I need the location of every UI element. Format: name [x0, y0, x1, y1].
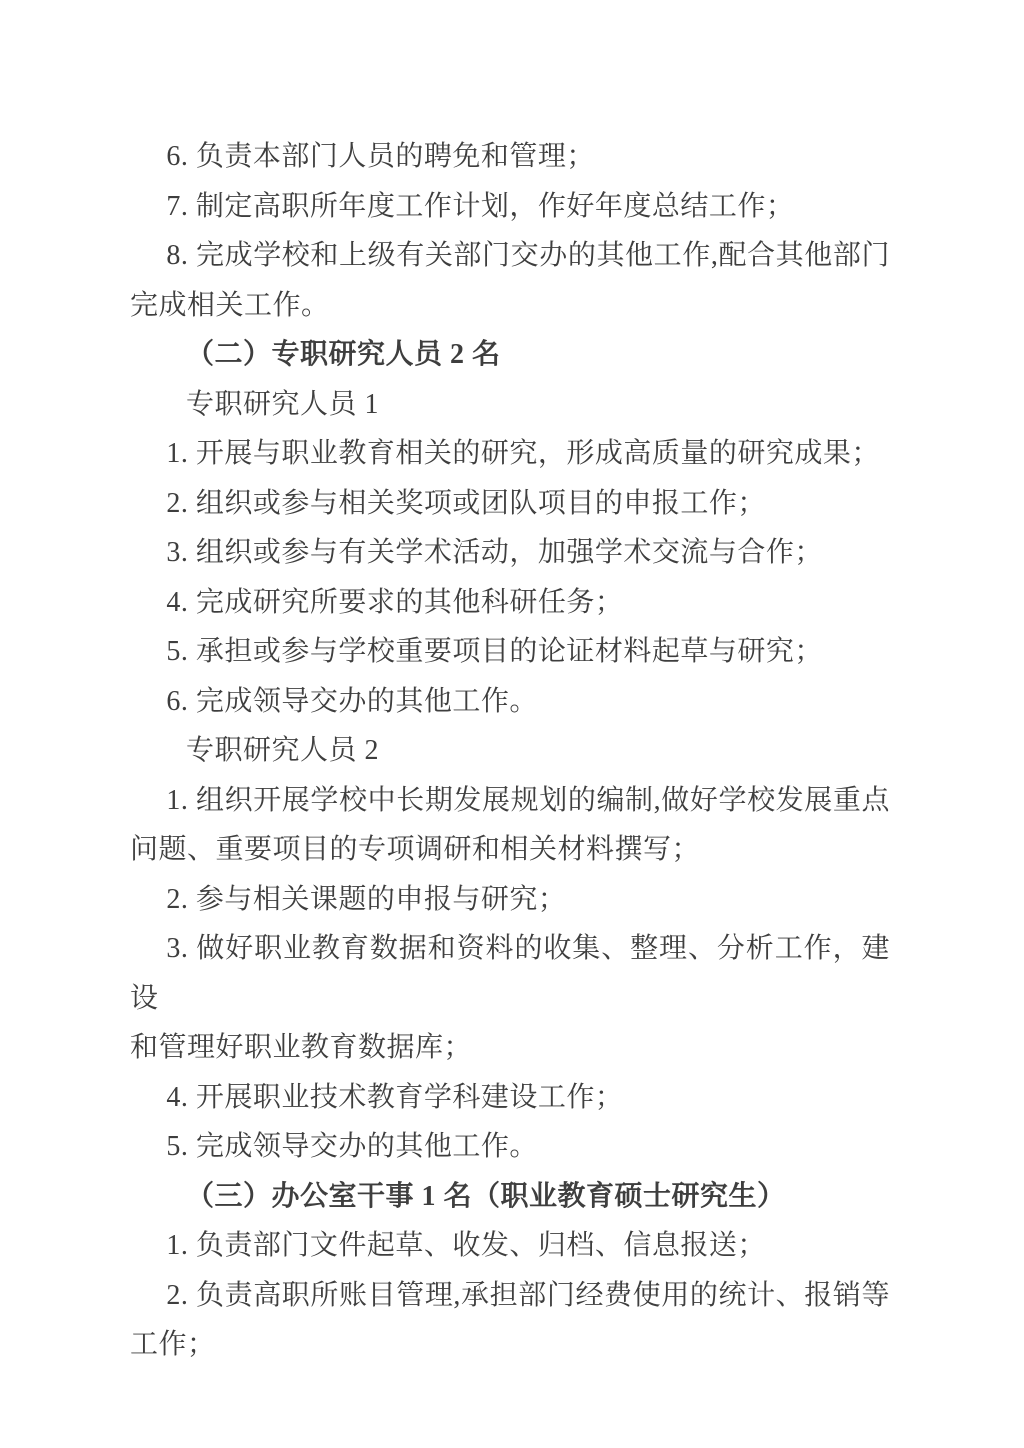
list-item-office-1: 1. 负责部门文件起草、收发、归档、信息报送； [166, 1230, 766, 1261]
list-item-r2-1-cont: 问题、重要项目的专项调研和相关材料撰写； [130, 834, 701, 865]
list-item-r2-3: 3. 做好职业教育数据和资料的收集、整理、分析工作，建设 [130, 933, 890, 1014]
list-item-r2-3-cont: 和管理好职业教育数据库； [130, 1032, 473, 1063]
list-item-r2-1: 1. 组织开展学校中长期发展规划的编制,做好学校发展重点 [166, 784, 890, 816]
list-item-r1-3: 3. 组织或参与有关学术活动，加强学术交流与合作； [166, 537, 823, 568]
section-heading-2: （二）专职研究人员 2 名 [186, 339, 501, 370]
list-item-r1-4: 4. 完成研究所要求的其他科研任务； [166, 586, 624, 618]
sub-heading-researcher-1: 专职研究人员 1 [186, 388, 380, 420]
list-item-r2-2: 2. 参与相关课题的申报与研究； [166, 883, 567, 915]
list-item-r1-6: 6. 完成领导交办的其他工作。 [166, 685, 538, 717]
list-item-duty-6: 6. 负责本部门人员的聘免和管理； [166, 141, 595, 172]
list-item-r1-2: 2. 组织或参与相关奖项或团队项目的申报工作； [166, 487, 766, 519]
list-item-r2-5: 5. 完成领导交办的其他工作。 [166, 1131, 538, 1162]
list-item-office-2: 2. 负责高职所账目管理,承担部门经费使用的统计、报销等 [166, 1279, 890, 1311]
document-body [130, 132, 890, 1370]
list-item-duty-8: 8. 完成学校和上级有关部门交办的其他工作,配合其他部门 [166, 240, 890, 271]
list-item-office-2-cont: 工作； [130, 1329, 216, 1360]
list-item-duty-7: 7. 制定高职所年度工作计划，作好年度总结工作； [166, 190, 795, 222]
section-heading-3: （三）办公室干事 1 名（职业教育硕士研究生） [186, 1180, 786, 1212]
list-item-duty-8-cont: 完成相关工作。 [130, 289, 330, 321]
sub-heading-researcher-2: 专职研究人员 2 [186, 735, 380, 766]
list-item-r1-1: 1. 开展与职业教育相关的研究，形成高质量的研究成果； [166, 438, 880, 469]
list-item-r2-4: 4. 开展职业技术教育学科建设工作； [166, 1081, 624, 1113]
list-item-r1-5: 5. 承担或参与学校重要项目的论证材料起草与研究； [166, 636, 823, 667]
